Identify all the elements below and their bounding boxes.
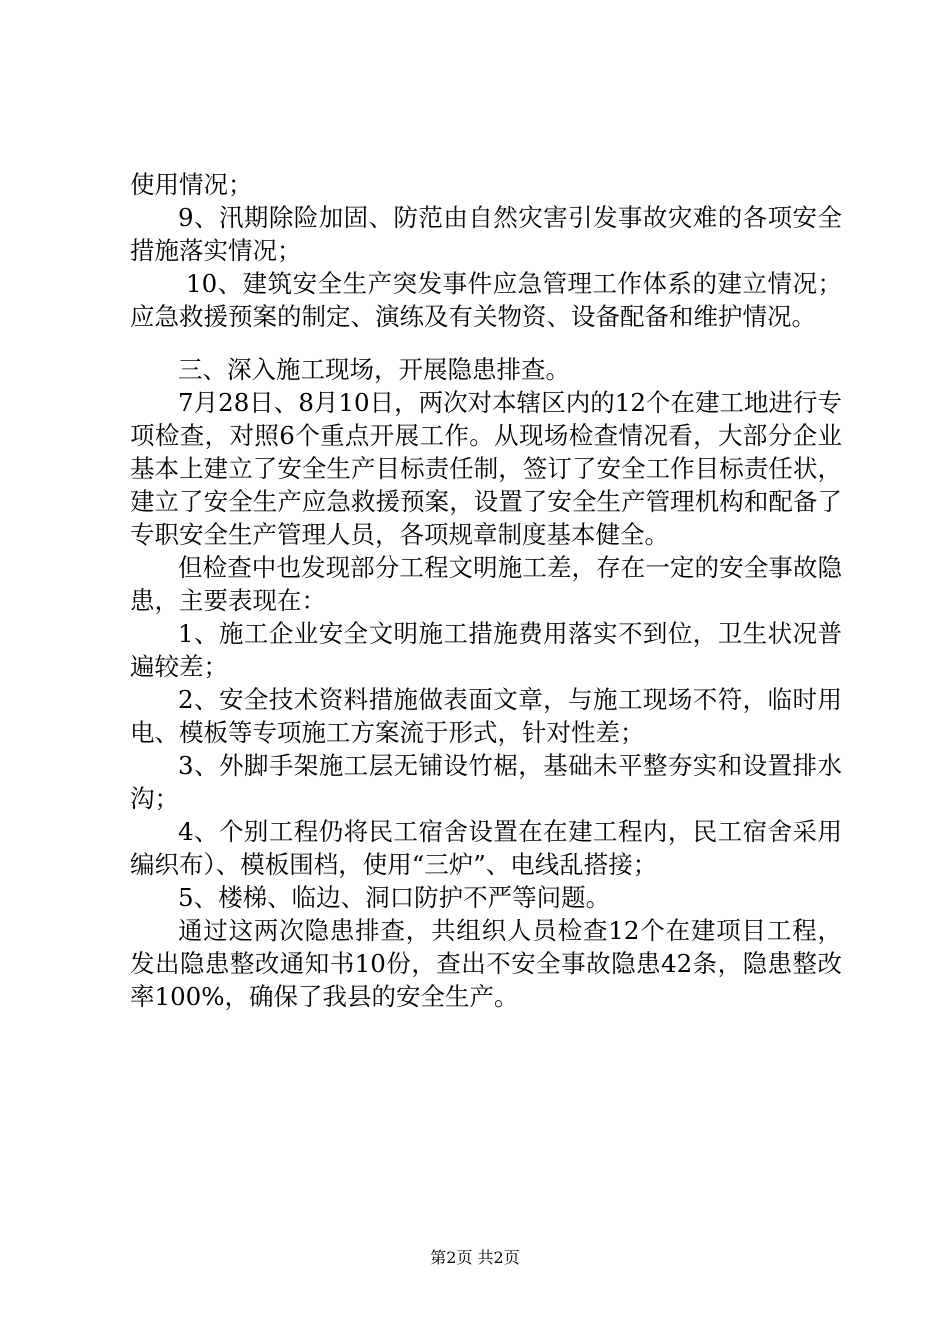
issue-item-2: 2、安全技术资料措施做表面文章，与施工现场不符，临时用电、模板等专项施工方案流于形式，针对性差；	[130, 685, 842, 747]
document-body	[130, 168, 842, 1013]
page-number-footer: 第2页 共2页	[430, 1248, 520, 1267]
issue-item-3: 3、外脚手架施工层无铺设竹椐，基础未平整夯实和设置排水沟；	[130, 751, 842, 813]
issue-item-5: 5、楼梯、临边、洞口防护不严等问题。	[178, 883, 611, 912]
paragraph-usage-status: 使用情况；	[130, 170, 253, 199]
paragraph-item-10: 10、建筑安全生产突发事件应急管理工作体系的建立情况；应急救援预案的制定、演练及有关物资、设备配备和维护情况。	[130, 269, 842, 331]
paragraph-item-9: 9、汛期除险加固、防范由自然灾害引发事故灾难的各项安全措施落实情况；	[130, 203, 842, 265]
issue-item-4: 4、个别工程仍将民工宿舍设置在在建工程内，民工宿舍采用编织布）、模板围档，使用“三炉”、电线乱搭接；	[130, 817, 842, 879]
paragraph-conclusion: 通过这两次隐患排查，共组织人员检查12个在建项目工程，发出隐患整改通知书10份，查出不安全事故隐患42条，隐患整改率100%，确保了我县的安全生产。	[130, 916, 842, 1011]
section-heading-3: 三、深入施工现场，开展隐患排查。	[178, 355, 570, 384]
paragraph-gap	[130, 333, 842, 353]
paragraph-inspection-summary: 7月28日、8月10日，两次对本辖区内的12个在建工地进行专项检查，对照6个重点开展工作。从现场检查情况看，大部分企业基本上建立了安全生产目标责任制，签订了安全工作目标责任状，建立了安全生产应急救援预案，设置了安全生产管理机构和配备了专职安全生产管理人员，各项规章制度基本健全。	[130, 388, 842, 549]
issue-item-1: 1、施工企业安全文明施工措施费用落实不到位，卫生状况普遍较差；	[130, 619, 842, 681]
paragraph-issues-intro: 但检查中也发现部分工程文明施工差，存在一定的安全事故隐患，主要表现在：	[130, 553, 842, 615]
